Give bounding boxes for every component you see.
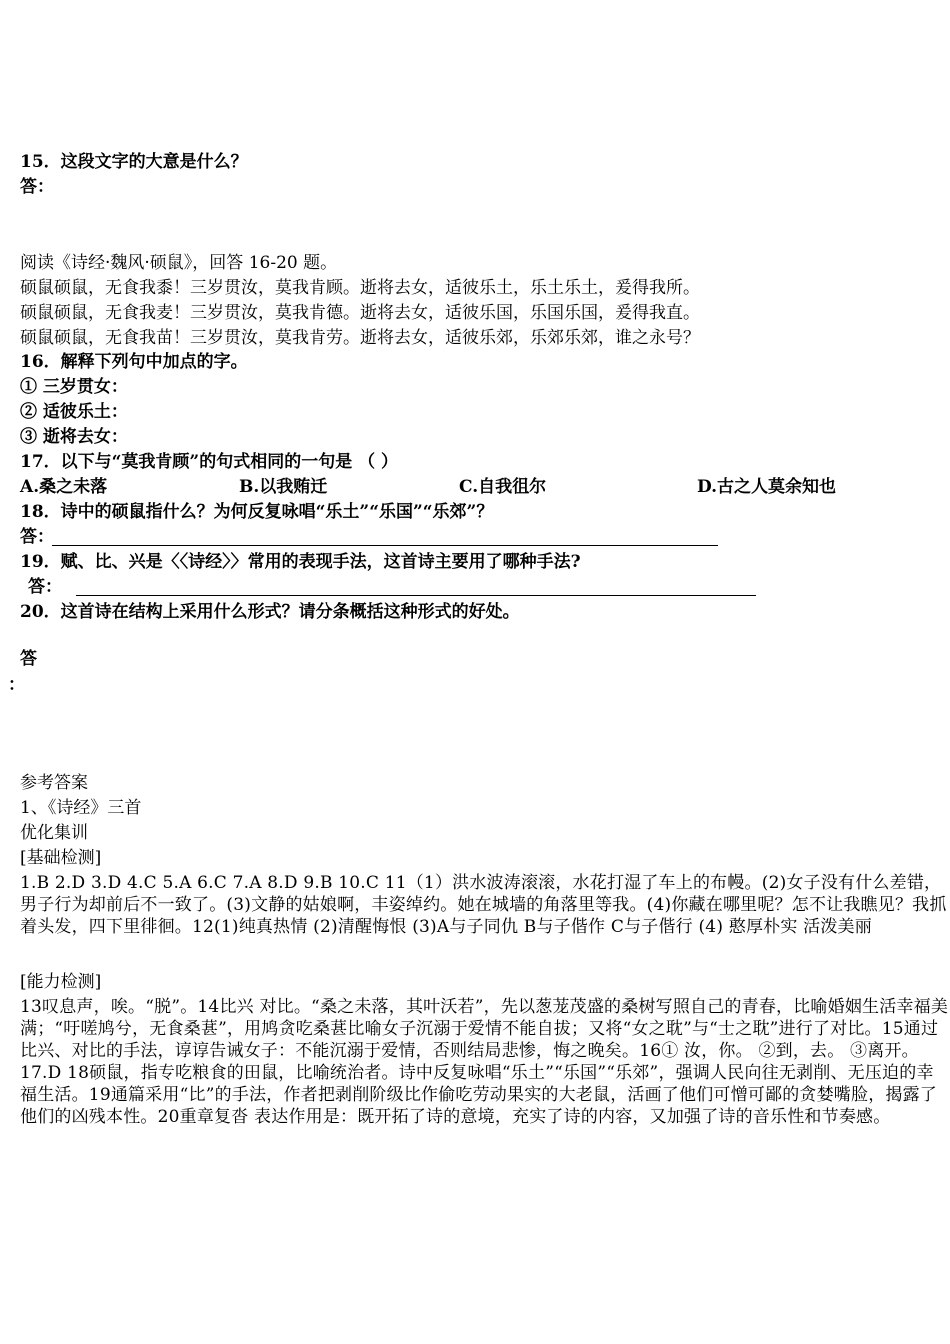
poem-stanza-3: 硕鼠硕鼠，无食我苗！三岁贯汝，莫我肯劳。逝将去女，适彼乐郊，乐郊乐郊，谁之永号？ — [20, 328, 700, 348]
q15-answer-label: 答： — [20, 177, 54, 197]
q16-item-3: ③ 逝将去女： — [20, 427, 128, 447]
q17-question: 17．以下与“莫我肯顾”的句式相同的一句是 （ ） — [20, 452, 399, 472]
q18-answer-line — [52, 545, 718, 546]
basic-section-heading: [基础检测] — [20, 848, 102, 868]
answers-subtitle: 优化集训 — [20, 823, 88, 843]
basic-answers-text: 1.B 2.D 3.D 4.C 5.A 6.C 7.A 8.D 9.B 10.C 11（1）洪水波涛滚滚，水花打湿了车上的布幔。(2)女子没有什么差错，男子行为却前后不一致了。(3)文静的姑娘啊，丰姿绰约。她在城墙的角落里等我。(4)你藏在哪里呢？怎不让我瞧见？我抓着头发，四下里徘徊。12(1)纯真热情 (2)清醒悔恨 (3)A与子同仇 B与子偕作 C与子偕行 (4) 憨厚朴实 活泼美丽 — [20, 873, 947, 937]
q20-answer-label: 答 — [20, 649, 37, 669]
q18-answer-label: 答： — [20, 527, 54, 547]
answers-title: 1、《诗经》三首 — [20, 798, 142, 818]
poem-stanza-2: 硕鼠硕鼠，无食我麦！三岁贯汝，莫我肯德。逝将去女，适彼乐国，乐国乐国，爰得我直。 — [20, 303, 700, 323]
q19-answer-line — [76, 595, 756, 596]
q17-option-c: C.自我徂尔 — [459, 477, 547, 497]
reading-intro: 阅读《诗经·魏风·硕鼠》，回答 16-20 题。 — [20, 253, 338, 273]
ability-answers-text: 13叹息声，唉。“脱”。14比兴 对比。“桑之未落，其叶沃若”，先以葱茏茂盛的桑树写照自己的青春，比喻婚姻生活幸福美满；“吁嗟鸠兮，无食桑葚”，用鸠贪吃桑葚比喻女子沉溺于爱情不能自拔；又将“女之耽”与“士之耽”进行了对比。15通过比兴、对比的手法，谆谆告诫女子：不能沉溺于爱情，否则结局悲惨，悔之晚矣。16① 汝，你。 ②到，去。 ③离开。 17.D 18硕鼠，指专吃粮食的田鼠，比喻统治者。诗中反复咏唱“乐土”“乐国”“乐郊”，强调人民向往无剥削、无压迫的幸福生活。19通篇采用“比”的手法，作者把剥削阶级比作偷吃劳动果实的大老鼠，活画了他们可憎可鄙的贪婪嘴脸，揭露了他们的凶残本性。20重章复沓 表达作用是：既开拓了诗的意境，充实了诗的内容，又加强了诗的音乐性和节奏感。 — [20, 997, 949, 1127]
q16-item-1: ① 三岁贯女： — [20, 377, 128, 397]
q16-item-2: ② 适彼乐土： — [20, 402, 128, 422]
q17-option-b: B.以我贿迁 — [239, 477, 328, 497]
q17-option-d: D.古之人莫余知也 — [697, 477, 837, 497]
q16-question: 16．解释下列句中加点的字。 — [20, 352, 248, 372]
q20-question: 20．这首诗在结构上采用什么形式？请分条概括这种形式的好处。 — [20, 602, 520, 622]
q17-option-a: A.桑之未落 — [20, 477, 108, 497]
q19-question: 19．赋、比、兴是〈〈诗经〉〉常用的表现手法，这首诗主要用了哪种手法? — [20, 552, 581, 572]
q18-question: 18．诗中的硕鼠指什么？为何反复咏唱“乐土”“乐国”“乐郊”？ — [20, 502, 494, 522]
answers-heading: 参考答案 — [20, 773, 88, 793]
q19-answer-label: 答： — [28, 577, 62, 597]
ability-section-heading: [能力检测] — [20, 972, 102, 992]
poem-stanza-1: 硕鼠硕鼠，无食我黍！三岁贯汝，莫我肯顾。逝将去女，适彼乐土，乐土乐土，爰得我所。 — [20, 278, 700, 298]
q15-question: 15．这段文字的大意是什么？ — [20, 152, 248, 172]
q20-answer-colon: ： — [8, 675, 25, 695]
